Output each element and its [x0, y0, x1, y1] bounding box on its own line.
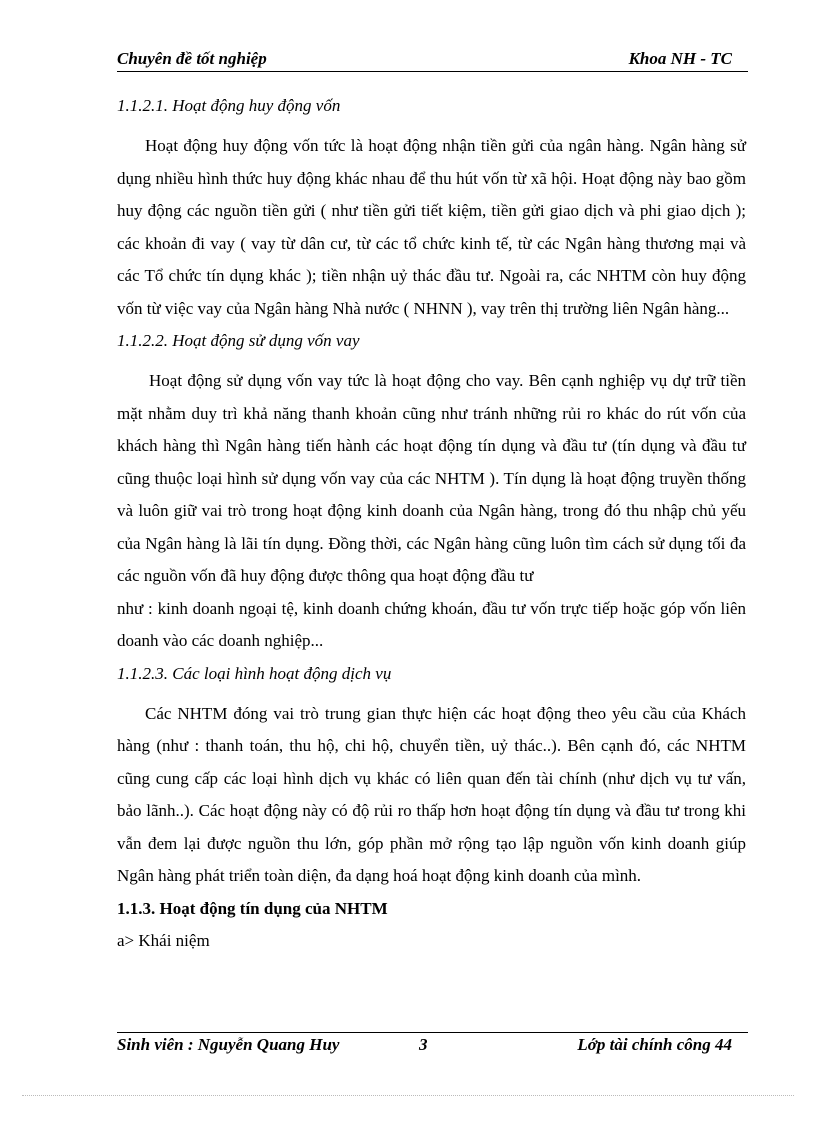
footer-class-name: Lớp tài chính công 44	[577, 1035, 732, 1054]
header-faculty: Khoa NH - TC	[628, 49, 732, 68]
page-header	[117, 49, 748, 72]
section-title-1-1-2-2: 1.1.2.2. Hoạt động sử dụng vốn vay	[117, 331, 360, 350]
section-body-1-1-2-2: Hoạt động sử dụng vốn vay tức là hoạt động cho vay. Bên cạnh nghiệp vụ dự trữ tiền mặt nhằm duy trì khả năng thanh khoản cũng như tránh những rủi ro khác do rút vốn của khách hàng thì Ngân hàng tiến hành các hoạt động tín dụng và đầu tư (tín dụng và đầu tư cũng thuộc loại hình sử dụng vốn vay của các NHTM ). Tín dụng là hoạt động truyền thống và luôn giữ vai trò trong hoạt động kinh doanh của Ngân hàng, trong đó thu nhập chủ yếu của Ngân hàng là lãi tín dụng. Đồng thời, các Ngân hàng cũng luôn tìm cách sử dụng tối đa các nguồn vốn đã huy động được thông qua hoạt động đầu tư	[117, 371, 746, 585]
page-footer	[117, 1032, 748, 1059]
section-body-1-1-2-1: Hoạt động huy động vốn tức là hoạt động nhận tiền gửi của ngân hàng. Ngân hàng sử dụng nhiều hình thức huy động khác nhau để thu hút vốn từ xã hội. Hoạt động này bao gồm huy động các nguồn tiền gửi ( như tiền gửi tiết kiệm, tiền gửi giao dịch và phi giao dịch ); các khoản đi vay ( vay từ dân cư, từ các tổ chức kinh tế, từ các Ngân hàng thương mại và các Tổ chức tín dụng khác ); tiền nhận uỷ thác đầu tư. Ngoài ra, các NHTM còn huy động vốn từ việc vay của Ngân hàng Nhà nước ( NHNN ), vay trên thị trường liên Ngân hàng...	[117, 136, 746, 318]
header-document-type: Chuyên đề tốt nghiệp	[117, 49, 267, 68]
page-edge-divider	[22, 1095, 794, 1096]
page-content	[117, 90, 746, 957]
section-title-1-1-2-3: 1.1.2.3. Các loại hình hoạt động dịch vụ	[117, 663, 392, 683]
footer-student-name: Sinh viên : Nguyễn Quang Huy	[117, 1035, 340, 1054]
section-title-1-1-2-1: 1.1.2.1. Hoạt động huy động vốn	[117, 96, 341, 115]
section-body-1-1-2-2-continued: như : kinh doanh ngoại tệ, kinh doanh chứng khoán, đầu tư vốn trực tiếp hoặc góp vốn liên doanh vào các doanh nghiệp...	[117, 598, 746, 650]
section-body-1-1-2-3: Các NHTM đóng vai trò trung gian thực hiện các hoạt động theo yêu cầu của Khách hàng (như : thanh toán, thu hộ, chi hộ, chuyển tiền, uỷ thác..). Bên cạnh đó, các NHTM cũng cung cấp các loại hình dịch vụ khác có liên quan đến tài chính (như dịch vụ tư vấn, bảo lãnh..). Các hoạt động này có độ rủi ro thấp hơn hoạt động tín dụng và đầu tư trong khi vẫn đem lại được nguồn thu lớn, góp phần mở rộng tạo lập nguồn vốn kinh doanh giúp Ngân hàng phát triển toàn diện, đa dạng hoá hoạt động kinh doanh của mình.	[117, 703, 746, 885]
subheading-khai-niem: a> Khái niệm	[117, 930, 210, 950]
page-number: 3	[419, 1035, 428, 1054]
heading-1-1-3: 1.1.3. Hoạt động tín dụng của NHTM	[117, 898, 388, 918]
